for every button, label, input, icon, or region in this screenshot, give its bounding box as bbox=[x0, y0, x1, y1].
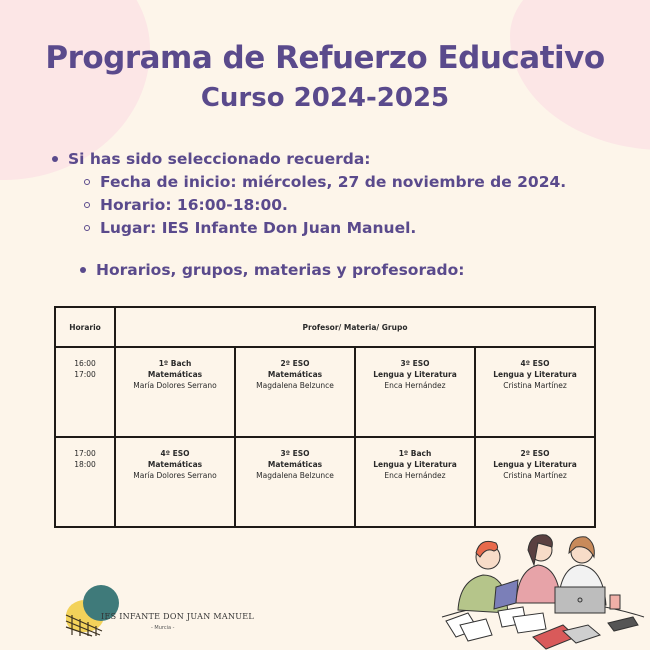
time-cell: 17:00 18:00 bbox=[55, 437, 115, 527]
logo-city: - Murcia - bbox=[151, 625, 175, 631]
header-detail: Profesor/ Materia/ Grupo bbox=[115, 307, 595, 347]
schedule-table bbox=[54, 306, 596, 528]
bullet-circle-icon bbox=[84, 225, 90, 231]
class-cell: 1º Bach Lengua y Literatura Enca Hernández bbox=[355, 437, 475, 527]
class-cell: 2º ESO Lengua y Literatura Cristina Martínez bbox=[475, 437, 595, 527]
school-logo bbox=[58, 585, 255, 645]
class-cell: 2º ESO Matemáticas Magdalena Belzunce bbox=[235, 347, 355, 437]
class-cell: 3º ESO Matemáticas Magdalena Belzunce bbox=[235, 437, 355, 527]
info-list bbox=[52, 148, 566, 281]
bullet-location: Lugar: IES Infante Don Juan Manuel. bbox=[84, 216, 566, 239]
class-cell: 4º ESO Lengua y Literatura Cristina Martínez bbox=[475, 347, 595, 437]
table-row bbox=[55, 437, 595, 527]
time-cell: 16:00 17:00 bbox=[55, 347, 115, 437]
bullet-dot-icon bbox=[52, 156, 58, 162]
bullet-main: Si has sido seleccionado recuerda: bbox=[52, 148, 566, 170]
bullet-schedule: Horario: 16:00-18:00. bbox=[84, 193, 566, 216]
bullet-circle-icon bbox=[84, 202, 90, 208]
page-title: Programa de Refuerzo Educativo bbox=[45, 40, 605, 76]
bullet-start-date: Fecha de inicio: miércoles, 27 de noviembre de 2024. bbox=[84, 170, 566, 193]
bullet-circle-icon bbox=[84, 179, 90, 185]
class-cell: 3º ESO Lengua y Literatura Enca Hernández bbox=[355, 347, 475, 437]
class-cell: 1º Bach Matemáticas María Dolores Serrano bbox=[115, 347, 235, 437]
table-row bbox=[55, 347, 595, 437]
students-studying-illustration bbox=[438, 525, 648, 650]
table-header-row bbox=[55, 307, 595, 347]
logo-building-icon bbox=[64, 605, 106, 637]
logo-name: IES INFANTE DON JUAN MANUEL bbox=[101, 612, 255, 621]
bullet-dot-icon bbox=[80, 267, 86, 273]
bullet-schedule-heading: Horarios, grupos, materias y profesorado: bbox=[80, 259, 566, 281]
page-subtitle: Curso 2024-2025 bbox=[200, 83, 450, 113]
class-cell: 4º ESO Matemáticas María Dolores Serrano bbox=[115, 437, 235, 527]
header-time: Horario bbox=[55, 307, 115, 347]
